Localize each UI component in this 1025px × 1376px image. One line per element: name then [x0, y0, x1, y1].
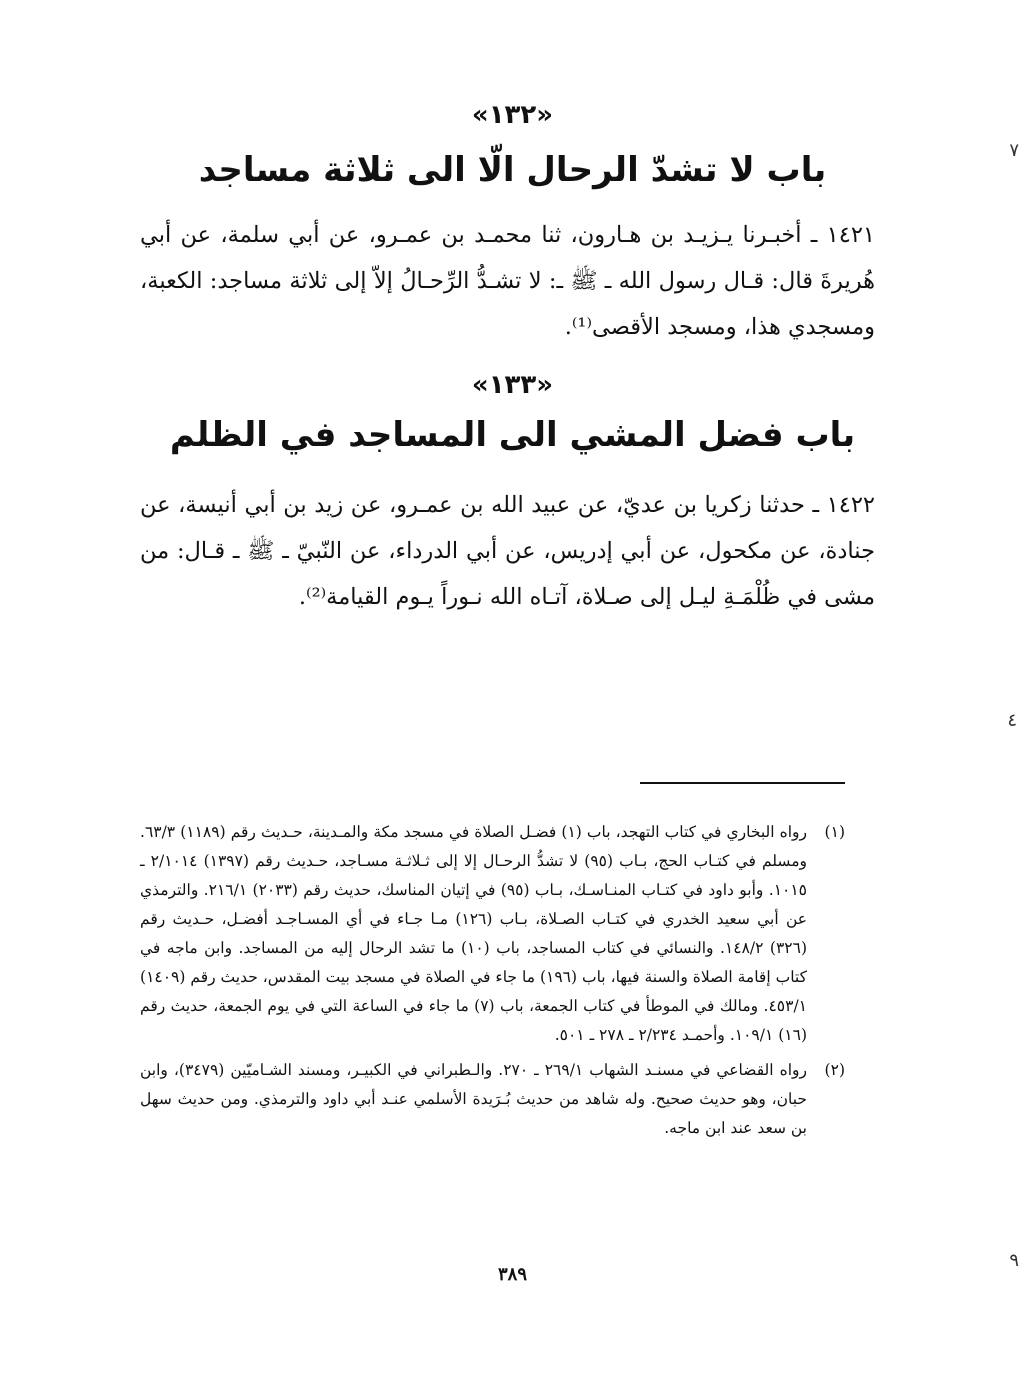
hadith-text: ١٤٢١ ـ أخبـرنا يـزيـد بن هـارون، ثنا محمـد بن عمـرو، عن أبي سلمة، عن أبي هُريرةَ قال: قـال رسول الله ـ ﷺ ـ: لا تشـدُّ الرِّحـالُ إلاّ إلى ثلاثة مساجد: الكعبة، ومسجدي هذا، ومسجد الأقصى⁽¹⁾. [140, 222, 875, 340]
chapter-title: باب فضل المشي الى المساجد في الظلم [169, 415, 856, 455]
chapter-title: باب لا تشدّ الرحال الّا الى ثلاثة مساجد [198, 150, 827, 190]
chapter-number: «١٣٢» [471, 100, 554, 130]
footnote [140, 818, 845, 1050]
hadith-text: ١٤٢٢ ـ حدثنا زكريا بن عديّ، عن عبيد الله بن عمـرو، عن زيد بن أبي أنيسة، عن جنادة، عن مكحول، عن أبي إدريس، عن أبي الدرداء، عن النّبيّ ـ ﷺ ـ قـال: من مشى في ظُلْمَـةِ ليـل إلى صـلاة، آتـاه الله نـوراً يـوم القيامة⁽²⁾. [140, 492, 875, 610]
margin-mark: ٤ [1007, 710, 1017, 731]
footnote-text: رواه البخاري في كتاب التهجد، باب (١) فضـل الصلاة في مسجد مكة والمـدينة، حـديث رقم (١١٨٩) ٦٣/٣. ومسلم في كتـاب الحج، بـاب (٩٥) لا تشدُّ الرحـال إلا إلى ثـلاثـة مسـاجد، حـديث رقم (١٣٩٧) ٢/١٠١٤ ـ ١٠١٥. وأبو داود في كتـاب المنـاسـك، بـاب (٩٥) في إتيان المناسك، حديث رقم (٢٠٣٣) ٢١٦/١. والترمذي عن أبي سعيد الخدري في كتـاب الصـلاة، بـاب (١٢٦) مـا جـاء في أي المسـاجـد أفضـل، حـديث رقم (٣٢٦) ١٤٨/٢. والنسائي في كتاب المساجد، باب (١٠) ما تشد الرحال إليه من المساجد. وابن ماجه في كتاب إقامة الصلاة والسنة فيها، باب (١٩٦) ما جاء في الصلاة في مسجد بيت المقدس، حديث رقم (١٤٠٩) ٤٥٣/١. ومالك في الموطأ في كتاب الجمعة، باب (٧) ما جاء في الساعة التي في يوم الجمعة، حديث رقم (١٦) ١٠٩/١. وأحمـد ٢/٢٣٤ ـ ٢٧٨ ـ ٥٠١. [140, 823, 808, 1044]
footnote-text: رواه القضاعي في مسنـد الشهاب ٢٦٩/١ ـ ٢٧٠. والـطبراني في الكبيـر، ومسند الشـاميّين (٣٤٧٩)، وابن حبان، وهو حديث صحيح. وله شاهد من حديث بُـرَيدة الأسلمي عنـد أبي داود والترمذي. ومن حديث سهل بن سعد عند ابن ماجه. [140, 1061, 807, 1137]
footnote [140, 1056, 845, 1143]
chapter-number: «١٣٣» [471, 370, 554, 400]
footnote-divider [640, 782, 845, 784]
page-number: ٣٨٩ [497, 1264, 527, 1285]
margin-mark: ٩ [1009, 1250, 1019, 1271]
margin-mark: ٧ [1009, 140, 1019, 161]
footnotes [140, 818, 845, 1143]
footnote-mark: (٢) [824, 1061, 845, 1079]
footnote-mark: (١) [824, 823, 845, 841]
